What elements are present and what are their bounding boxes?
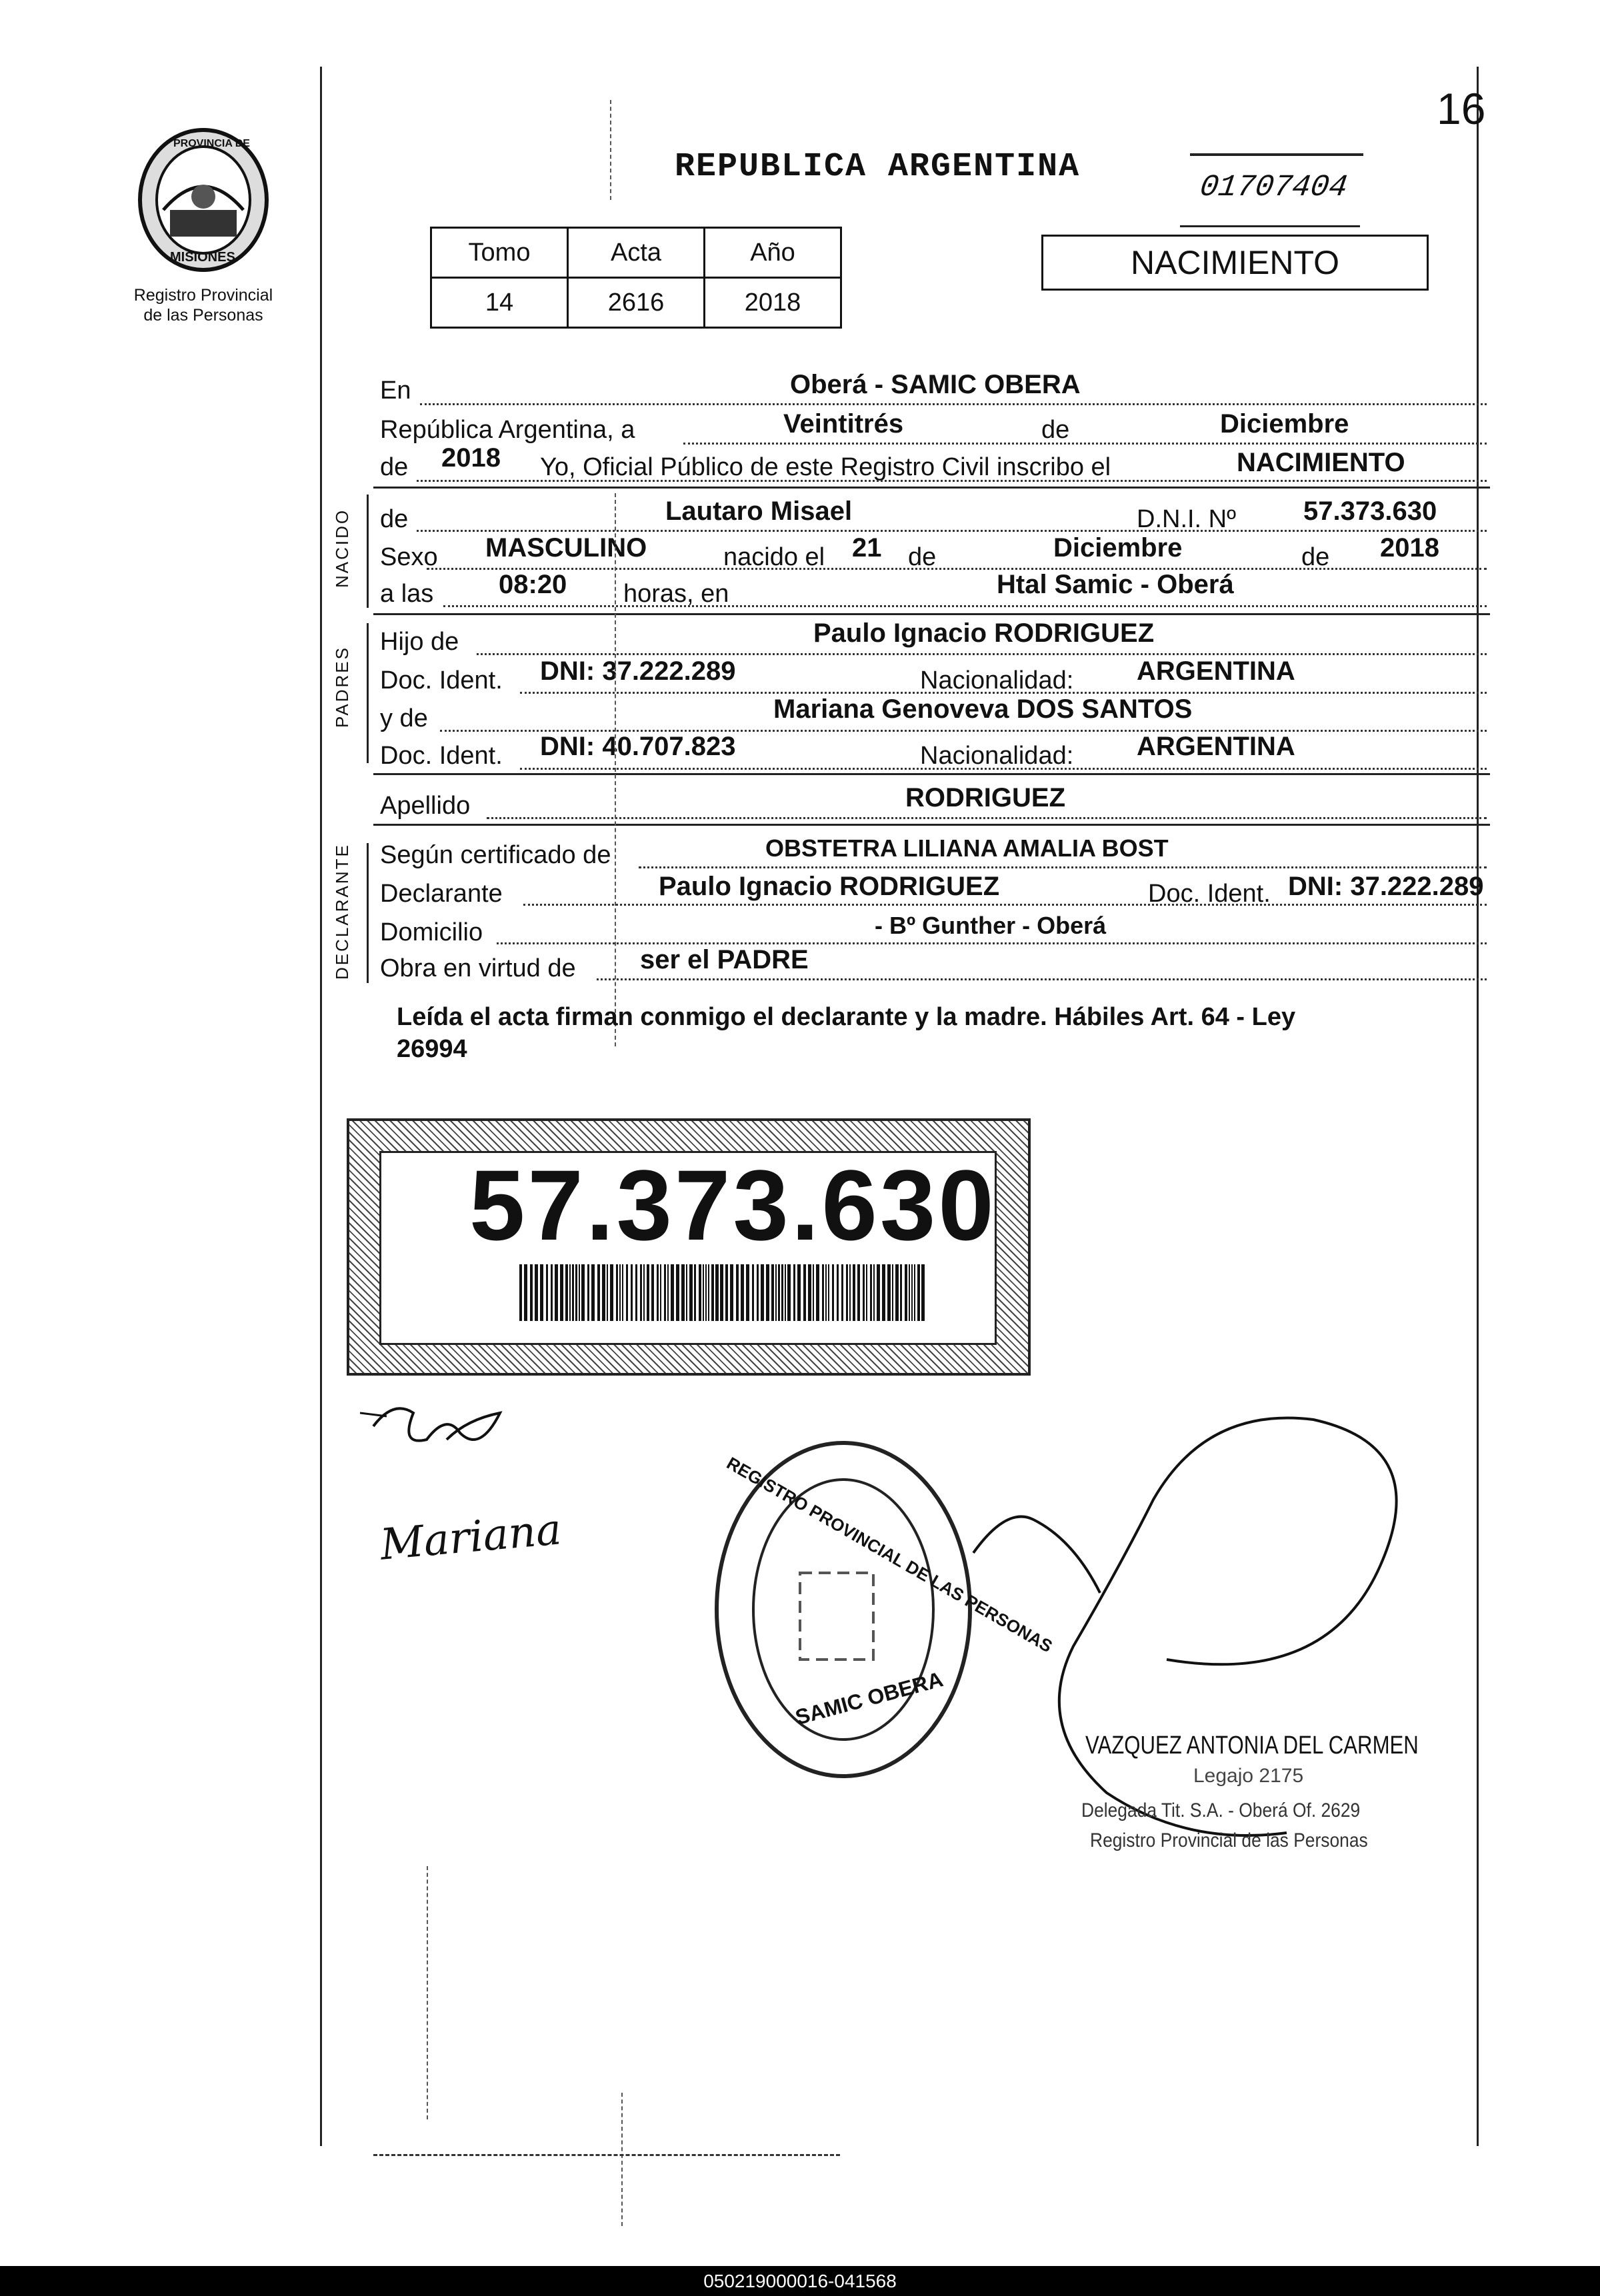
oficial-dots [417, 480, 1487, 482]
nacido-dots-1 [417, 530, 1487, 532]
domicilio-value: - Bº Gunther - Oberá [875, 912, 1107, 939]
mother-name: Mariana Genoveva DOS SANTOS [773, 694, 1193, 724]
padres-dots-2 [520, 692, 1487, 694]
barcode-bar [610, 1264, 613, 1321]
declarante-section-label: DECLARANTE [332, 843, 352, 980]
barcode-bar [676, 1264, 679, 1321]
barcode-bar [626, 1264, 628, 1321]
footer-bar [0, 2266, 1600, 2296]
acta-number-top-rule [1190, 153, 1363, 156]
barcode-bar [530, 1264, 533, 1321]
barcode-bar [540, 1264, 543, 1321]
barcode-bar [643, 1264, 645, 1321]
nacido-el-label: nacido el [723, 543, 825, 571]
barcode-bar [775, 1264, 777, 1321]
barcode-bar [619, 1264, 621, 1321]
barcode-bar [813, 1264, 814, 1321]
barcode-bar [565, 1264, 568, 1321]
nacido-section-label: NACIDO [332, 508, 352, 588]
year-value: 2018 [441, 443, 501, 473]
day-word: Veintitrés [783, 409, 904, 439]
month-word: Diciembre [1220, 409, 1349, 439]
official-role: Delegada Tit. S.A. - Oberá Of. 2629 [1081, 1799, 1361, 1821]
nacido-de-label-3: de [1301, 543, 1330, 571]
barcode-bar [887, 1264, 891, 1321]
barcode-bar [524, 1264, 527, 1321]
barcode-bar [579, 1264, 580, 1321]
sexo-label: Sexo [380, 543, 438, 571]
de-label-1: de [1041, 416, 1070, 444]
nacido-side-rule [367, 495, 369, 608]
horas-label: horas, en [623, 580, 729, 608]
declarante-side-rule [367, 843, 369, 983]
barcode-bar [657, 1264, 659, 1321]
father-doc-label: Doc. Ident. [380, 666, 503, 694]
nacido-dots-2 [427, 568, 1487, 570]
barcode-bar [793, 1264, 795, 1321]
registry-header-row [431, 228, 841, 278]
barcode-bar [660, 1264, 661, 1321]
barcode-bar [519, 1264, 522, 1321]
year-label: de [380, 453, 409, 481]
place-value: Oberá - SAMIC OBERA [790, 370, 1081, 399]
barcode-bar [711, 1264, 714, 1321]
barcode-bar [587, 1264, 589, 1321]
barcode-bar [535, 1264, 538, 1321]
acta-header: Acta [568, 228, 705, 278]
barcode-bar [647, 1264, 649, 1321]
decl-dots-1 [639, 866, 1487, 868]
barcode [519, 1264, 933, 1321]
barcode-bar [808, 1264, 811, 1321]
closing-note-line2: 26994 [397, 1035, 467, 1063]
barcode-bar [708, 1264, 709, 1321]
barcode-bar [572, 1264, 574, 1321]
sexo-value: MASCULINO [485, 533, 647, 563]
mother-doc: DNI: 40.707.823 [540, 732, 736, 761]
padres-dots-4 [520, 768, 1487, 770]
barcode-bar [828, 1264, 829, 1321]
apellido-label: Apellido [380, 792, 471, 820]
dni-label-box [347, 1118, 1031, 1376]
nacido-de-label: de [380, 505, 409, 533]
barcode-bar [622, 1264, 623, 1321]
declarante-label: Declarante [380, 880, 503, 908]
padres-bottom-rule [373, 773, 1490, 775]
official-office: Registro Provincial de las Personas [1090, 1829, 1368, 1851]
father-nationality: ARGENTINA [1137, 656, 1295, 686]
barcode-bar [877, 1264, 880, 1321]
barcode-bar [689, 1264, 693, 1321]
barcode-bar [914, 1264, 915, 1321]
ano-header: Año [705, 228, 841, 278]
barcode-bar [752, 1264, 754, 1321]
logo-top-text: PROVINCIA DE [173, 138, 250, 149]
barcode-bar [909, 1264, 910, 1321]
hijo-label: Hijo de [380, 628, 459, 656]
fold-line-middle [615, 493, 616, 1046]
barcode-bar [602, 1264, 605, 1321]
barcode-bar [781, 1264, 783, 1321]
barcode-bar [681, 1264, 685, 1321]
birth-place: Htal Samic - Oberá [997, 570, 1234, 599]
father-doc: DNI: 37.222.289 [540, 656, 736, 686]
en-label: En [380, 377, 411, 405]
barcode-bar [825, 1264, 827, 1321]
barcode-bar [921, 1264, 925, 1321]
barcode-bar [575, 1264, 577, 1321]
barcode-bar [551, 1264, 553, 1321]
barcode-bar [746, 1264, 749, 1321]
seal-bottom-text: SAMIC OBERA [793, 1667, 946, 1729]
tomo-header: Tomo [431, 228, 568, 278]
page-number: 16 [1437, 84, 1486, 133]
apellido-dots [487, 817, 1487, 819]
barcode-bar [857, 1264, 860, 1321]
acta-value: 2616 [568, 278, 705, 328]
barcode-bar [882, 1264, 885, 1321]
child-dni: 57.373.630 [1303, 497, 1437, 526]
logo-bottom-text: MISIONES [170, 250, 235, 265]
barcode-bar [664, 1264, 666, 1321]
record-type-box: NACIMIENTO [1041, 235, 1429, 291]
barcode-bar [837, 1264, 839, 1321]
barcode-bar [686, 1264, 687, 1321]
barcode-bar [853, 1264, 855, 1321]
birth-year: 2018 [1380, 533, 1439, 563]
birth-time: 08:20 [499, 570, 567, 599]
barcode-bar [555, 1264, 558, 1321]
decl-dots-3 [497, 942, 1487, 944]
registry-value-row [431, 278, 841, 328]
ano-value: 2018 [705, 278, 841, 328]
barcode-bar [720, 1264, 723, 1321]
barcode-bar [715, 1264, 719, 1321]
barcode-bar [761, 1264, 764, 1321]
barcode-bar [635, 1264, 637, 1321]
decl-dots-4 [597, 978, 1487, 980]
barcode-bar [849, 1264, 851, 1321]
mother-nationality: ARGENTINA [1137, 732, 1295, 761]
barcode-bar [787, 1264, 791, 1321]
a-las-label: a las [380, 580, 434, 608]
barcode-bar [597, 1264, 600, 1321]
barcode-bar [667, 1264, 669, 1321]
barcode-bar [778, 1264, 780, 1321]
padres-top-rule [373, 613, 1490, 615]
cert-label: Según certificado de [380, 841, 611, 869]
padres-section-label: PADRES [332, 646, 352, 728]
barcode-bar [560, 1264, 563, 1321]
en-dots [420, 403, 1487, 405]
barcode-bar [905, 1264, 907, 1321]
barcode-bar [694, 1264, 696, 1321]
nacido-de-label-2: de [908, 543, 937, 571]
province-logo [123, 123, 283, 280]
closing-note-line1: Leída el acta firman conmigo el declarante y la madre. Hábiles Art. 64 - Ley [397, 1003, 1296, 1031]
footer-code: 050219000016-041568 [703, 2271, 897, 2291]
barcode-bar [671, 1264, 674, 1321]
oficial-text: Yo, Oficial Público de este Registro Civil inscribo el [540, 453, 1111, 481]
barcode-bar [797, 1264, 801, 1321]
acta-number: 01707404 [1197, 170, 1350, 205]
barcode-bar [616, 1264, 618, 1321]
barcode-bar [640, 1264, 642, 1321]
barcode-bar [569, 1264, 571, 1321]
cert-value: OBSTETRA LILIANA AMALIA BOST [765, 834, 1169, 862]
father-nac-label: Nacionalidad: [920, 666, 1074, 694]
barcode-bar [771, 1264, 774, 1321]
barcode-bar [581, 1264, 585, 1321]
dni-label: D.N.I. Nº [1137, 505, 1236, 533]
mother-signature: Mariana [378, 1505, 563, 1570]
declarante-doc-label: Doc. Ident. [1148, 880, 1271, 908]
tomo-value: 14 [431, 278, 568, 328]
apellido-value: RODRIGUEZ [905, 783, 1065, 812]
mother-nac-label: Nacionalidad: [920, 742, 1074, 770]
padres-side-rule [367, 623, 369, 763]
barcode-bar [591, 1264, 595, 1321]
obra-value: ser el PADRE [640, 945, 809, 974]
barcode-bar [703, 1264, 704, 1321]
barcode-bar [863, 1264, 865, 1321]
nacido-top-rule [373, 487, 1490, 489]
seal-top-text: REGISTRO PROVINCIAL DE LAS PERSONAS [723, 1453, 1056, 1657]
official-name: VAZQUEZ ANTONIA DEL CARMEN [1085, 1731, 1419, 1759]
barcode-bar [822, 1264, 824, 1321]
decl-dots-2 [523, 904, 1487, 906]
barcode-bar [785, 1264, 786, 1321]
declarante-doc: DNI: 37.222.289 [1288, 872, 1484, 901]
barcode-bar [730, 1264, 733, 1321]
barcode-bar [832, 1264, 834, 1321]
acta-number-bottom-rule [1180, 225, 1360, 227]
barcode-bar [870, 1264, 872, 1321]
barcode-bar [841, 1264, 843, 1321]
fold-line-bottom [621, 2093, 623, 2226]
barcode-bar [741, 1264, 744, 1321]
birth-month: Diciembre [1053, 533, 1183, 563]
registry-table [430, 227, 842, 329]
barcode-bar [866, 1264, 867, 1321]
fold-line-lower [427, 1866, 428, 2119]
closing-note [397, 1001, 1490, 1065]
apellido-bottom-rule [373, 824, 1490, 826]
institution-line1: Registro Provincial [133, 286, 273, 305]
obra-label: Obra en virtud de [380, 954, 576, 982]
barcode-bar [705, 1264, 707, 1321]
registrar-signature [900, 1366, 1467, 1873]
child-name: Lautaro Misael [665, 497, 853, 526]
barcode-bar [725, 1264, 728, 1321]
mother-doc-label: Doc. Ident. [380, 742, 503, 770]
barcode-bar [911, 1264, 913, 1321]
padres-dots-1 [477, 653, 1487, 655]
barcode-bar [900, 1264, 902, 1321]
republica-dots [683, 443, 1487, 445]
barcode-bar [699, 1264, 701, 1321]
barcode-bar [631, 1264, 633, 1321]
barcode-bar [546, 1264, 548, 1321]
barcode-bar [736, 1264, 739, 1321]
dni-big-number: 57.373.630 [469, 1149, 997, 1261]
barcode-bar [766, 1264, 769, 1321]
barcode-bar [895, 1264, 899, 1321]
barcode-bar [803, 1264, 806, 1321]
left-frame-line [320, 67, 322, 2146]
bottom-dash-rule [373, 2154, 840, 2156]
official-legajo: Legajo 2175 [1193, 1765, 1304, 1787]
birth-day: 21 [852, 533, 882, 563]
yde-label: y de [380, 704, 428, 732]
nacido-dots-3 [443, 605, 1487, 607]
barcode-bar [816, 1264, 819, 1321]
father-name: Paulo Ignacio RODRIGUEZ [813, 618, 1155, 648]
fold-line-top [610, 100, 611, 200]
barcode-bar [757, 1264, 759, 1321]
page-title: REPUBLICA ARGENTINA [675, 148, 1081, 186]
barcode-bar [846, 1264, 848, 1321]
barcode-bar [873, 1264, 875, 1321]
declarante-name: Paulo Ignacio RODRIGUEZ [659, 872, 1000, 901]
inscribe-type: NACIMIENTO [1237, 448, 1405, 477]
institution-line2: de las Personas [143, 306, 263, 325]
domicilio-label: Domicilio [380, 918, 483, 946]
barcode-bar [651, 1264, 654, 1321]
barcode-bar [892, 1264, 893, 1321]
republica-label: República Argentina, a [380, 416, 635, 444]
barcode-bar [917, 1264, 920, 1321]
declarant-signature [347, 1386, 520, 1466]
barcode-bar [607, 1264, 608, 1321]
